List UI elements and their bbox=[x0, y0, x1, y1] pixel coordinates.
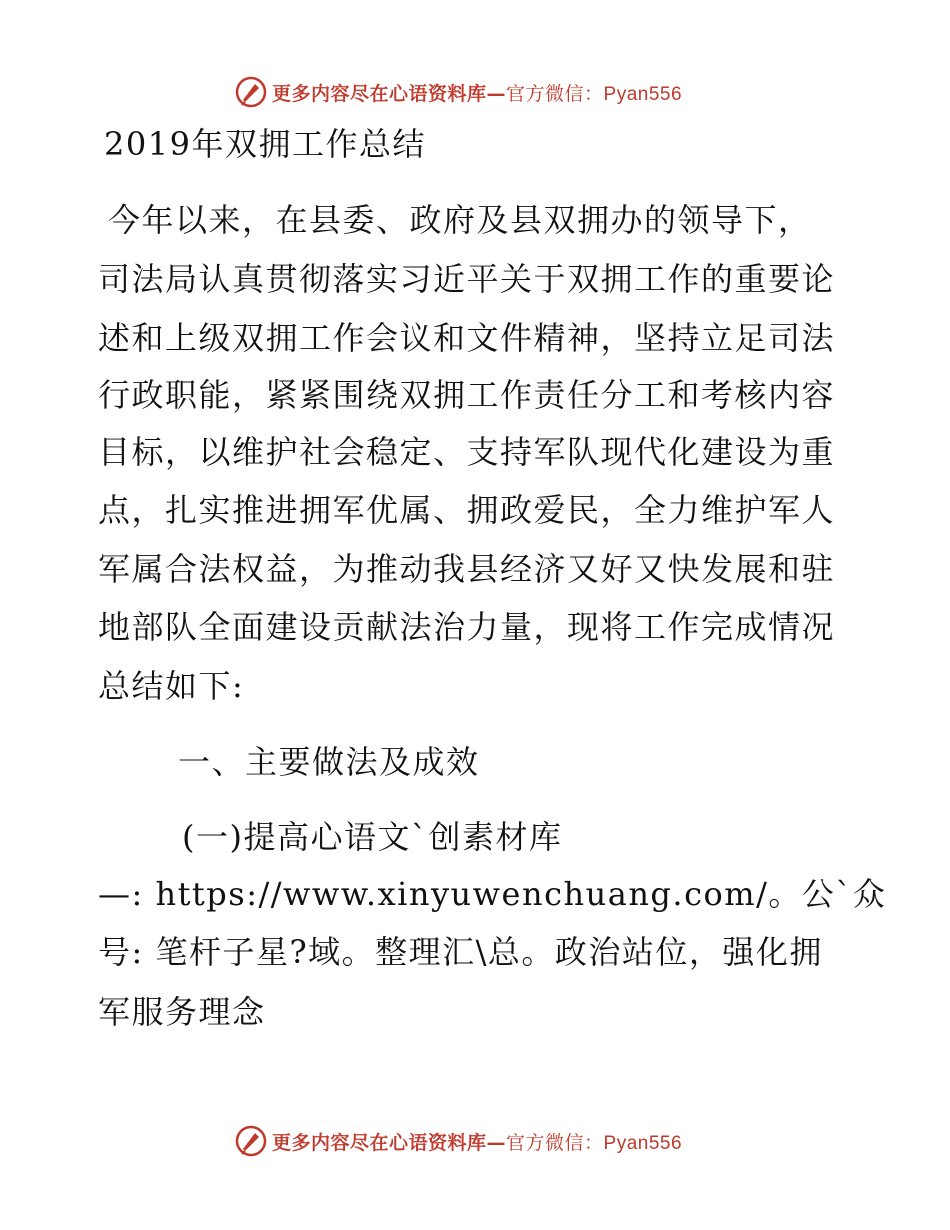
watermark-wechat-id: Pyan556 bbox=[603, 83, 683, 105]
paragraph-line-7: 军属合法权益，为推动我县经济又好又快发展和驻 bbox=[98, 550, 836, 588]
paragraph-line-5: 目标，以维护社会稳定、支持军队现代化建设为重 bbox=[98, 433, 836, 471]
watermark-brand: 更多内容尽在心语资料库— bbox=[272, 1131, 507, 1154]
watermark-wechat-label: 官方微信： bbox=[506, 82, 604, 105]
paragraph-line-12: 军服务理念 bbox=[98, 993, 266, 1031]
paragraph-line-1: 今年以来，在县委、政府及县双拥办的领导下， bbox=[108, 201, 812, 239]
paragraph-line-9: 总结如下: bbox=[98, 667, 245, 705]
watermark-text bbox=[272, 1128, 682, 1155]
paragraph-line-8: 地部队全面建设贡献法治力量，现将工作完成情况 bbox=[98, 608, 836, 646]
paragraph-line-11: 号: 笔杆子星?域。整理汇\总。政治站位，强化拥 bbox=[98, 933, 823, 971]
watermark-brand: 更多内容尽在心语资料库— bbox=[272, 82, 507, 105]
subsection-heading: (一)提高心语文`创素材库 bbox=[182, 818, 563, 856]
watermark-wechat-label: 官方微信： bbox=[506, 1131, 604, 1154]
section-heading: 一、主要做法及成效 bbox=[178, 743, 480, 781]
paragraph-line-2: 司法局认真贯彻落实习近平关于双拥工作的重要论 bbox=[98, 260, 836, 298]
paragraph-line-10: —: https://www.xinyuwenchuang.com/。公`众 bbox=[98, 875, 887, 913]
paragraph-line-6: 点，扎实推进拥军优属、拥政爱民，全力维护军人 bbox=[98, 491, 836, 529]
watermark-text bbox=[272, 79, 682, 106]
watermark-wechat-id: Pyan556 bbox=[603, 1132, 683, 1154]
pen-nib-logo-icon bbox=[234, 75, 268, 109]
paragraph-line-4: 行政职能，紧紧围绕双拥工作责任分工和考核内容 bbox=[98, 376, 836, 414]
watermark-banner-bottom bbox=[234, 1121, 682, 1161]
watermark-banner-top bbox=[234, 72, 682, 112]
pen-nib-logo-icon bbox=[234, 1124, 268, 1158]
paragraph-line-3: 述和上级双拥工作会议和文件精神，坚持立足司法 bbox=[98, 319, 836, 357]
document-title: 2019年双拥工作总结 bbox=[104, 125, 426, 163]
